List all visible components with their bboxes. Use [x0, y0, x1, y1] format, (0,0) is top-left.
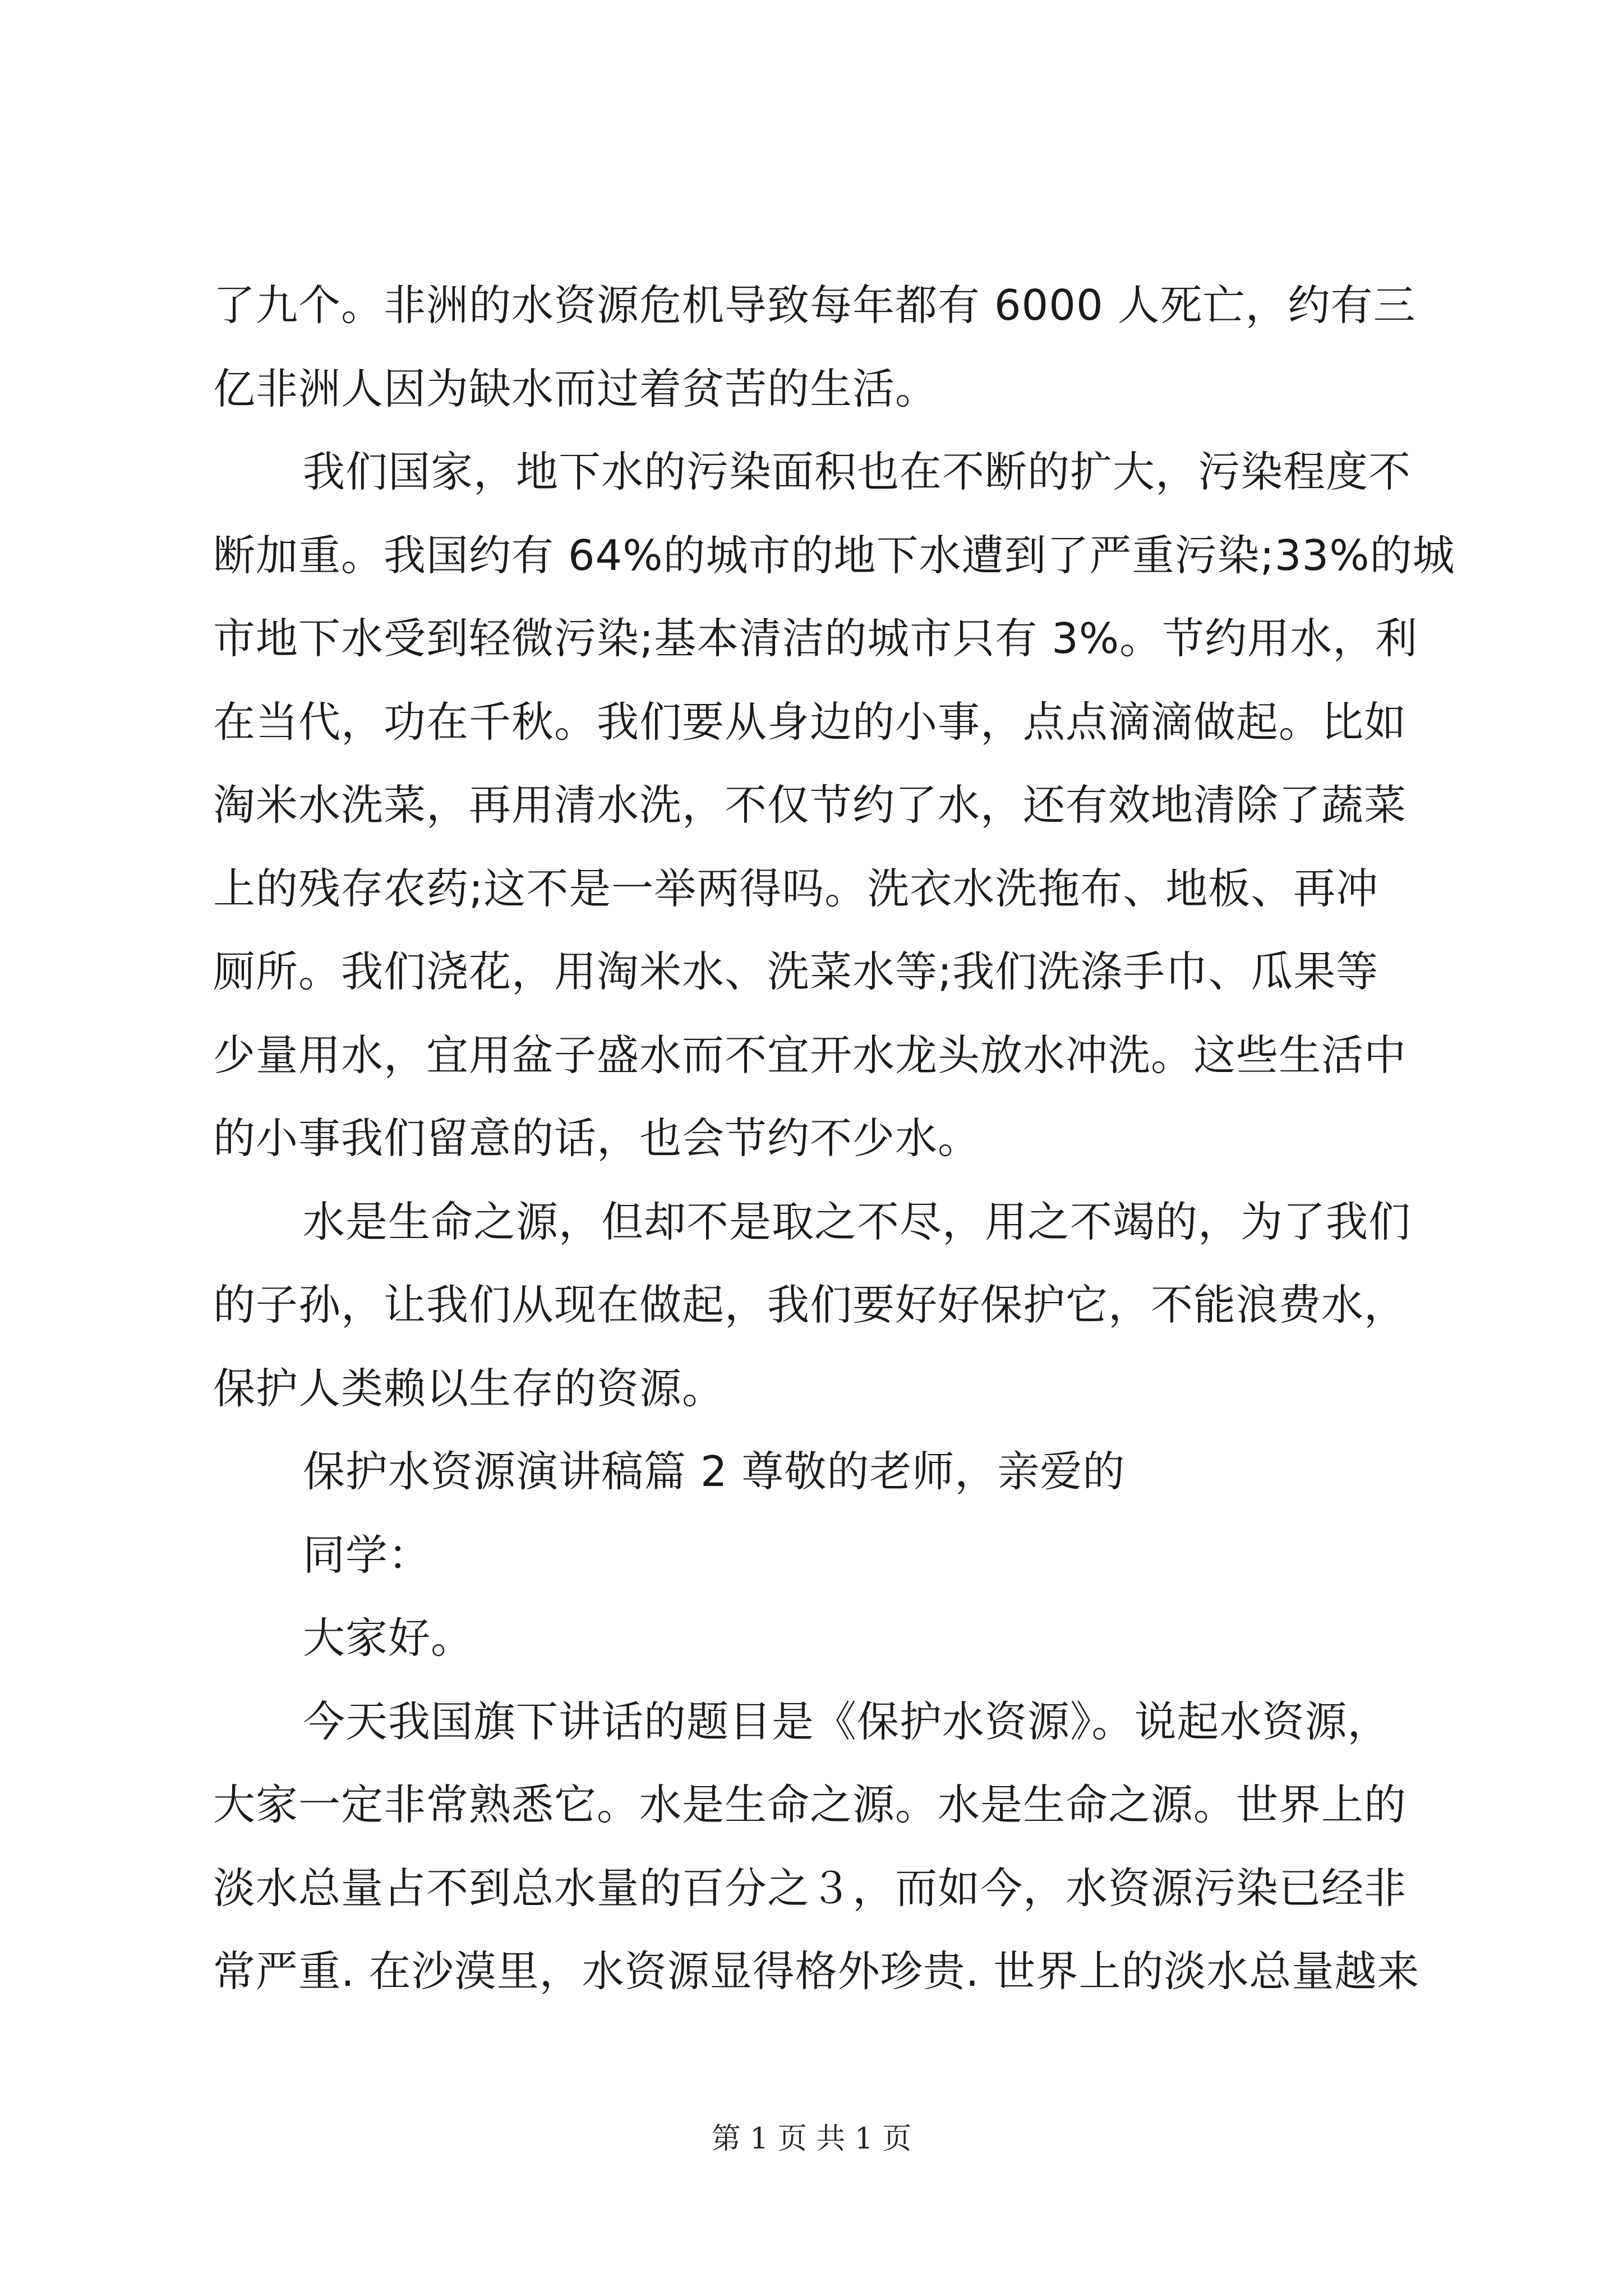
text-line: 今天我国旗下讲话的题目是《保护水资源》。说起水资源， — [303, 1696, 1390, 1746]
text-line: 亿非洲人因为缺水而过着贫苦的生活。 — [213, 364, 938, 413]
text-line: 在当代，功在千秋。我们要从身边的小事，点点滴滴做起。比如 — [213, 697, 1407, 747]
section-heading-line: 保护水资源演讲稿篇 2 尊敬的老师，亲爱的 — [303, 1447, 1126, 1496]
text-line: 的小事我们留意的话，也会节约不少水。 — [213, 1114, 981, 1163]
page-number-label: 第 1 页 共 1 页 — [711, 2122, 912, 2156]
text-line: 大家一定非常熟悉它。水是生命之源。水是生命之源。世界上的 — [213, 1780, 1407, 1829]
text-line: 淘米水洗菜，再用清水洗，不仅节约了水，还有效地清除了蔬菜 — [213, 780, 1407, 830]
text-line: 厕所。我们浇花，用淘米水、洗菜水等;我们洗涤手巾、瓜果等 — [213, 947, 1379, 996]
text-line: 少量用水，宜用盆子盛水而不宜开水龙头放水冲洗。这些生活中 — [213, 1030, 1407, 1080]
text-line: 断加重。我国约有 64%的城市的地下水遭到了严重污染;33%的城 — [213, 530, 1455, 580]
text-line: 保护人类赖以生存的资源。 — [213, 1363, 725, 1413]
text-line: 淡水总量占不到总水量的百分之３，而如今，水资源污染已经非 — [213, 1863, 1407, 1913]
page-footer — [0, 2115, 1623, 2157]
text-line: 常严重. 在沙漠里，水资源显得格外珍贵. 世界上的淡水总量越来 — [213, 1947, 1420, 1996]
text-line: 了九个。非洲的水资源危机导致每年都有 6000 人死亡，约有三 — [213, 280, 1416, 330]
greeting-line: 大家好。 — [303, 1613, 474, 1663]
text-line: 上的残存农药;这不是一举两得吗。洗衣水洗拖布、地板、再冲 — [213, 863, 1379, 913]
text-line: 水是生命之源，但却不是取之不尽，用之不竭的，为了我们 — [303, 1197, 1412, 1246]
text-line: 我们国家，地下水的污染面积也在不断的扩大，污染程度不 — [303, 447, 1412, 496]
text-line: 同学： — [303, 1530, 431, 1580]
text-line: 的子孙，让我们从现在做起，我们要好好保护它，不能浪费水， — [213, 1280, 1407, 1329]
document-body — [213, 264, 1455, 2013]
text-line: 市地下水受到轻微污染;基本清洁的城市只有 3%。节约用水，利 — [213, 614, 1418, 663]
